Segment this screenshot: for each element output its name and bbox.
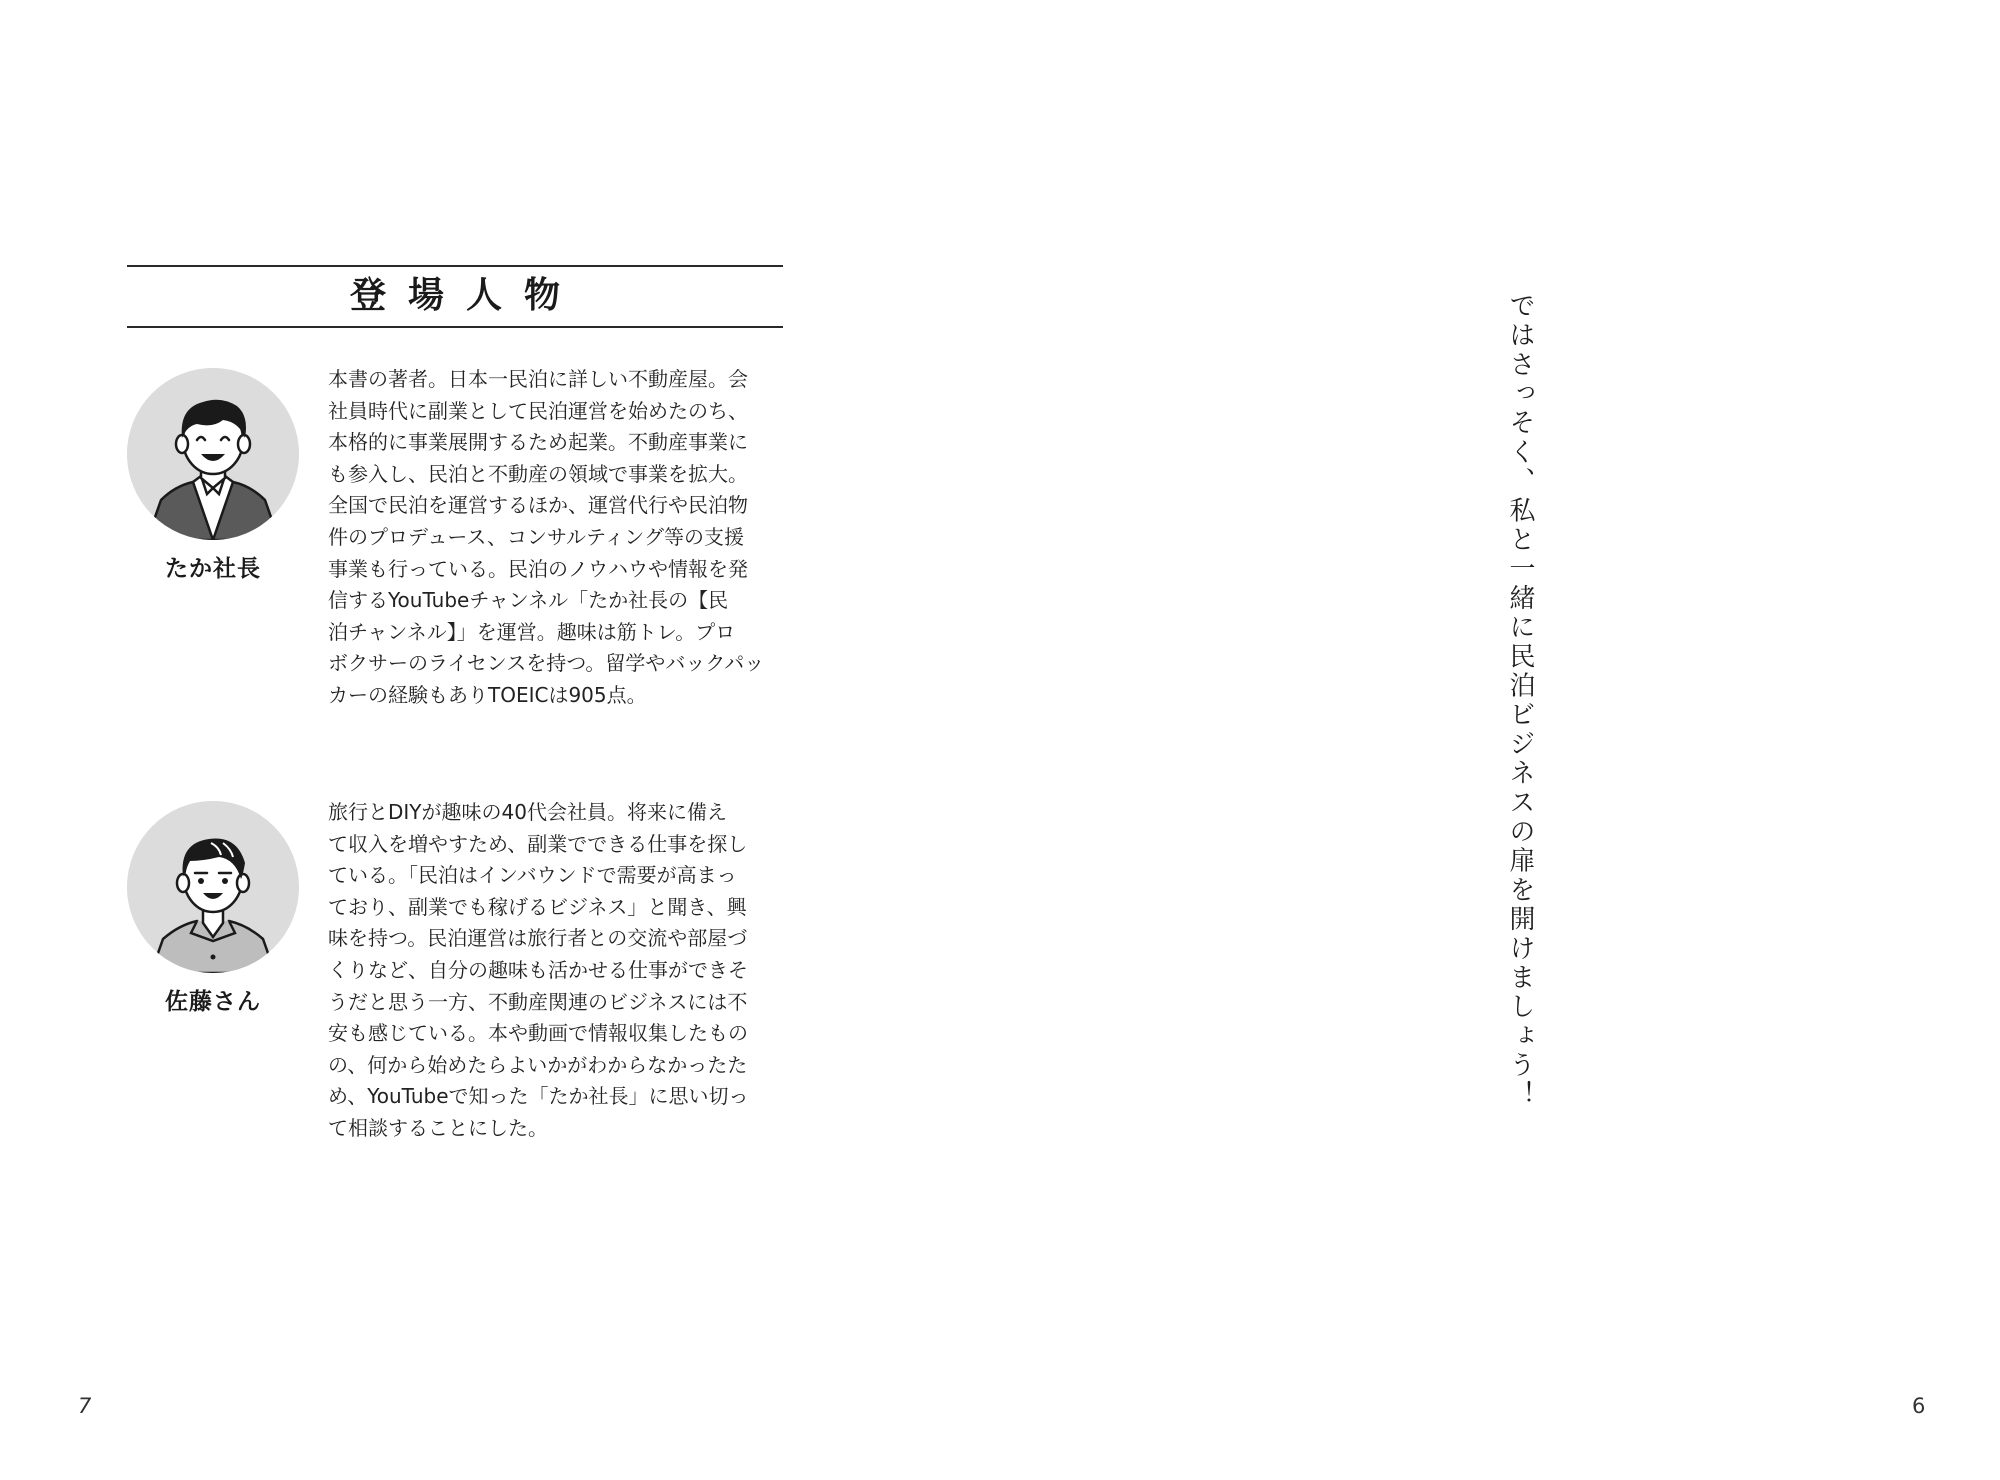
bio-line: くりなど、自分の趣味も活かせる仕事ができそ: [328, 957, 748, 982]
bio-line: ている。「民泊はインバウンドで需要が高まっ: [328, 863, 737, 888]
bio-line: 旅行とDIYが趣味の40代会社員。将来に備え: [328, 800, 727, 824]
title-top-rule: [127, 265, 783, 267]
bio-line: も参入し、民泊と不動産の領域で事業を拡大。: [328, 461, 748, 486]
businessman-portrait-icon: [127, 368, 299, 540]
bio-line: ボクサーのライセンスを持つ。留学やバックパッ: [328, 651, 765, 676]
title-bottom-rule: [127, 326, 783, 328]
bio-line: カーの経験もありTOEICは905点。: [328, 682, 647, 707]
bio-line: 全国で民泊を運営するほか、運営代行や民泊物: [328, 493, 748, 518]
bio-line: の、何から始めたらよいかがわからなかったた: [328, 1052, 748, 1077]
bio-line: 本書の著者。日本一民泊に詳しい不動産屋。会: [328, 367, 748, 391]
character-bio: [328, 797, 788, 1145]
bio-line: ており、副業でも稼げるビジネス」と聞き、興: [328, 894, 747, 919]
office-worker-portrait-icon: [127, 801, 299, 973]
bio-line: 事業も行っている。民泊のノウハウや情報を発: [328, 556, 748, 581]
vertical-message: ではさっそく、私と一緒に民泊ビジネスの扉を開けましょう！: [1505, 292, 1535, 1110]
character-name: たか社長: [165, 556, 261, 582]
character-name: 佐藤さん: [165, 989, 261, 1015]
bio-line: 信するYouTubeチャンネル「たか社長の【民: [328, 588, 729, 613]
character-bio: [328, 364, 788, 712]
bio-line: 本格的に事業展開するため起業。不動産事業に: [328, 430, 748, 455]
bio-line: うだと思う一方、不動産関連のビジネスには不: [328, 989, 748, 1014]
page-number-left: 7: [78, 1394, 92, 1418]
bio-line: 味を持つ。民泊運営は旅行者との交流や部屋づ: [328, 926, 748, 951]
bio-line: め、YouTubeで知った「たか社長」に思い切っ: [328, 1084, 749, 1109]
bio-line: 安も感じている。本や動画で情報収集したもの: [328, 1021, 748, 1046]
bio-line: て相談することにした。: [328, 1115, 548, 1140]
bio-line: 社員時代に副業として民泊運営を始めたのち、: [328, 398, 748, 423]
section-title: 登場人物: [349, 275, 582, 316]
bio-line: 件のプロデュース、コンサルティング等の支援: [328, 524, 744, 549]
bio-line: て収入を増やすため、副業でできる仕事を探し: [328, 831, 748, 856]
bio-line: 泊チャンネル】」を運営。趣味は筋トレ。プロ: [328, 619, 736, 644]
page-number-right: 6: [1912, 1394, 1926, 1418]
